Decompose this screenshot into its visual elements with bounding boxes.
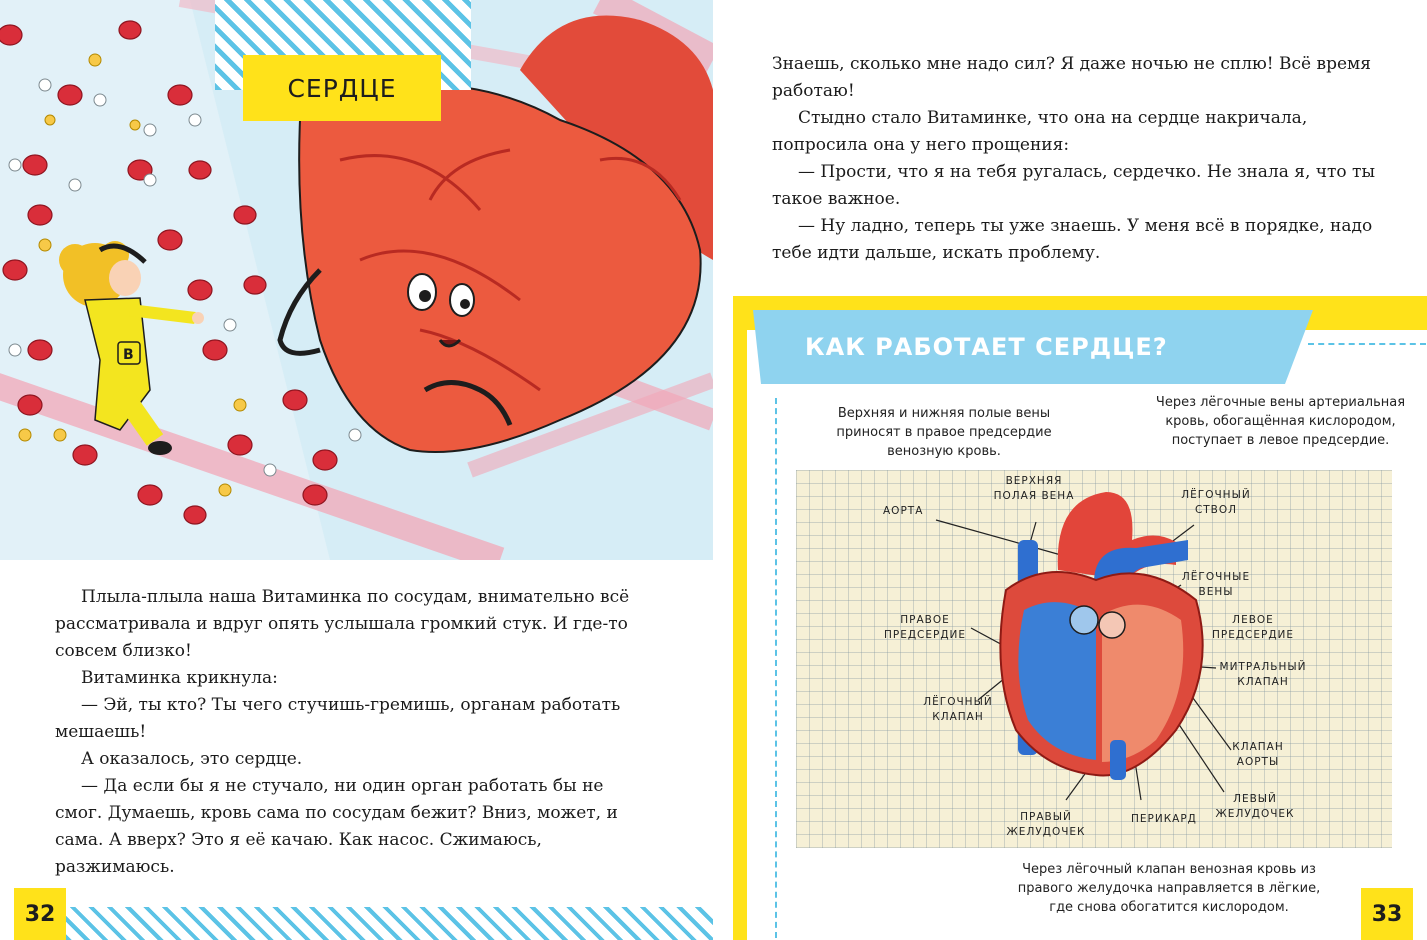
- label-pericardium: ПЕРИКАРД: [1131, 813, 1197, 825]
- label-pulmonary-veins: ЛЁГОЧНЫЕ ВЕНЫ: [1181, 571, 1251, 598]
- caption-pulmonary-veins: Через лёгочные вены артериальная кровь, обогащённая кислородом, поступает в левое предсердие.: [1155, 395, 1406, 448]
- dashed-line: [775, 398, 777, 938]
- paragraph: Стыдно стало Витаминке, что она на сердце накричала, попросила она у него прощения:: [772, 108, 1308, 155]
- label-left-ventricle: ЛЕВЫЙ ЖЕЛУДОЧЕК: [1215, 793, 1295, 820]
- caption-pulmonary-valve: Через лёгочный клапан венозная кровь из правого желудочка направляется в лёгкие, где снова обогатится кислородом.: [1017, 862, 1321, 915]
- page-number-left: 32: [14, 888, 66, 940]
- paragraph: — Эй, ты кто? Ты чего стучишь-гремишь, органам работать мешаешь!: [55, 695, 621, 742]
- story-text-right: [772, 51, 1382, 267]
- paragraph: Плыла-плыла наша Витаминка по сосудам, внимательно всё рассматривала и вдруг опять услышала громкий стук. И где-то совсем близко!: [55, 587, 630, 661]
- chapter-title-box: [243, 55, 441, 121]
- heart-anatomy-drawing: [1000, 492, 1202, 780]
- paragraph: — Ну ладно, теперь ты уже знаешь. У меня всё в порядке, надо тебе идти дальше, искать проблему.: [772, 216, 1373, 263]
- label-pulmonary-valve: ЛЁГОЧНЫЙ КЛАПАН: [923, 696, 993, 723]
- label-left-atrium: ЛЕВОЕ ПРЕДСЕРДИЕ: [1211, 614, 1295, 641]
- paragraph: Витаминка крикнула:: [81, 668, 278, 688]
- info-box-title: КАК РАБОТАЕТ СЕРДЦЕ?: [805, 333, 1168, 361]
- shirt-letter: В: [123, 347, 134, 363]
- paragraph: Знаешь, сколько мне надо сил? Я даже ночью не сплю! Всё время работаю!: [772, 54, 1371, 101]
- label-aortic-valve: КЛАПАН АОРТЫ: [1232, 741, 1284, 768]
- right-page: [713, 0, 1427, 940]
- story-text-left: [55, 584, 635, 881]
- label-aorta: АОРТА: [883, 505, 924, 517]
- page-number-right: 33: [1361, 888, 1413, 940]
- label-mitral-valve: МИТРАЛЬНЫЙ КЛАПАН: [1219, 661, 1307, 688]
- paragraph: — Прости, что я на тебя ругалась, сердечко. Не знала я, что ты такое важное.: [772, 162, 1375, 209]
- bottom-stripes-decoration: [66, 907, 713, 940]
- label-pulmonary-trunk: ЛЁГОЧНЫЙ СТВОЛ: [1181, 489, 1251, 516]
- left-page: [0, 0, 713, 940]
- caption-vena-cava: Верхняя и нижняя полые вены приносят в правое предсердие венозную кровь.: [836, 406, 1052, 459]
- label-right-ventricle: ПРАВЫЙ ЖЕЛУДОЧЕК: [1006, 811, 1086, 838]
- label-right-atrium: ПРАВОЕ ПРЕДСЕРДИЕ: [883, 614, 967, 641]
- paragraph: — Да если бы я не стучало, ни один орган работать бы не смог. Думаешь, кровь сама по сосудам бежит? Вниз, может, и сама. А вверх? Это я её качаю. Как насос. Сжимаюсь, разжимаюсь.: [55, 776, 618, 877]
- chapter-title: СЕРДЦЕ: [287, 73, 397, 103]
- dashed-line: [1308, 343, 1426, 345]
- paragraph: А оказалось, это сердце.: [81, 749, 303, 769]
- label-vena-cava: ВЕРХНЯЯ ПОЛАЯ ВЕНА: [993, 475, 1075, 502]
